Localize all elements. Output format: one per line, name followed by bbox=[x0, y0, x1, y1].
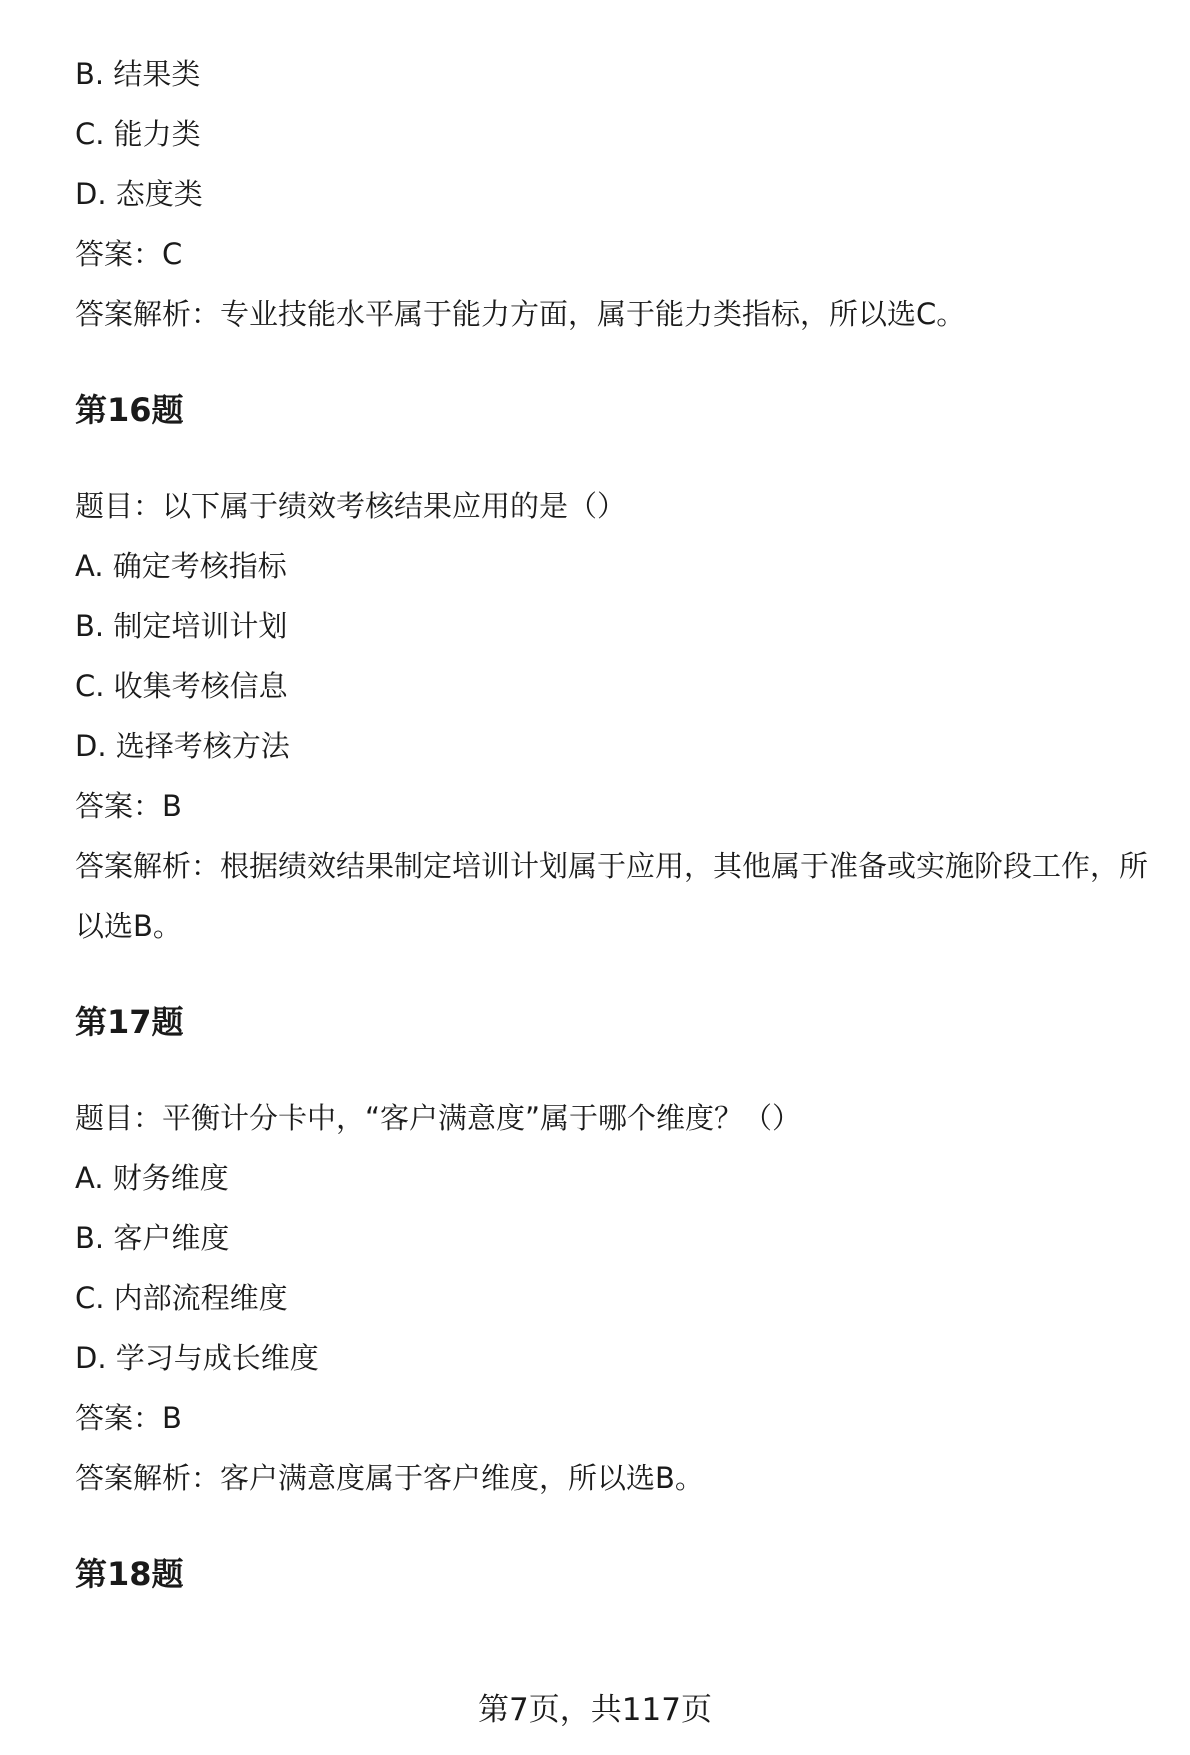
q16-option-c: C. 收集考核信息 bbox=[75, 669, 288, 703]
q15-answer: 答案：C bbox=[75, 237, 183, 271]
q17-option-d: D. 学习与成长维度 bbox=[75, 1341, 319, 1375]
q15-option-b: B. 结果类 bbox=[75, 57, 201, 91]
q17-option-b: B. 客户维度 bbox=[75, 1221, 230, 1255]
question-15-block bbox=[75, 44, 1155, 344]
q16-option-d: D. 选择考核方法 bbox=[75, 729, 290, 763]
q16-heading: 第16题 bbox=[75, 391, 184, 429]
q16-answer: 答案：B bbox=[75, 789, 182, 823]
q16-option-a: A. 确定考核指标 bbox=[75, 549, 287, 583]
question-16-block bbox=[75, 388, 1155, 956]
q17-option-c: C. 内部流程维度 bbox=[75, 1281, 288, 1315]
page-number-footer: 第7页，共117页 bbox=[478, 1692, 712, 1728]
question-17-block bbox=[75, 1000, 1155, 1508]
q16-option-b: B. 制定培训计划 bbox=[75, 609, 288, 643]
q15-option-c: C. 能力类 bbox=[75, 117, 201, 151]
q17-heading: 第17题 bbox=[75, 1003, 184, 1041]
q15-option-d: D. 态度类 bbox=[75, 177, 203, 211]
q16-analysis: 答案解析：根据绩效结果制定培训计划属于应用，其他属于准备或实施阶段工作，所以选B。 bbox=[75, 849, 1149, 943]
q17-question: 题目：平衡计分卡中，“客户满意度”属于哪个维度？（） bbox=[75, 1101, 802, 1135]
q15-analysis: 答案解析：专业技能水平属于能力方面，属于能力类指标，所以选C。 bbox=[75, 297, 966, 331]
q18-heading: 第18题 bbox=[75, 1555, 184, 1593]
q17-answer: 答案：B bbox=[75, 1401, 182, 1435]
page-content bbox=[75, 44, 1155, 1640]
q17-option-a: A. 财务维度 bbox=[75, 1161, 229, 1195]
q17-analysis: 答案解析：客户满意度属于客户维度，所以选B。 bbox=[75, 1461, 704, 1495]
question-18-block bbox=[75, 1552, 1155, 1596]
q16-question: 题目：以下属于绩效考核结果应用的是（） bbox=[75, 489, 627, 523]
